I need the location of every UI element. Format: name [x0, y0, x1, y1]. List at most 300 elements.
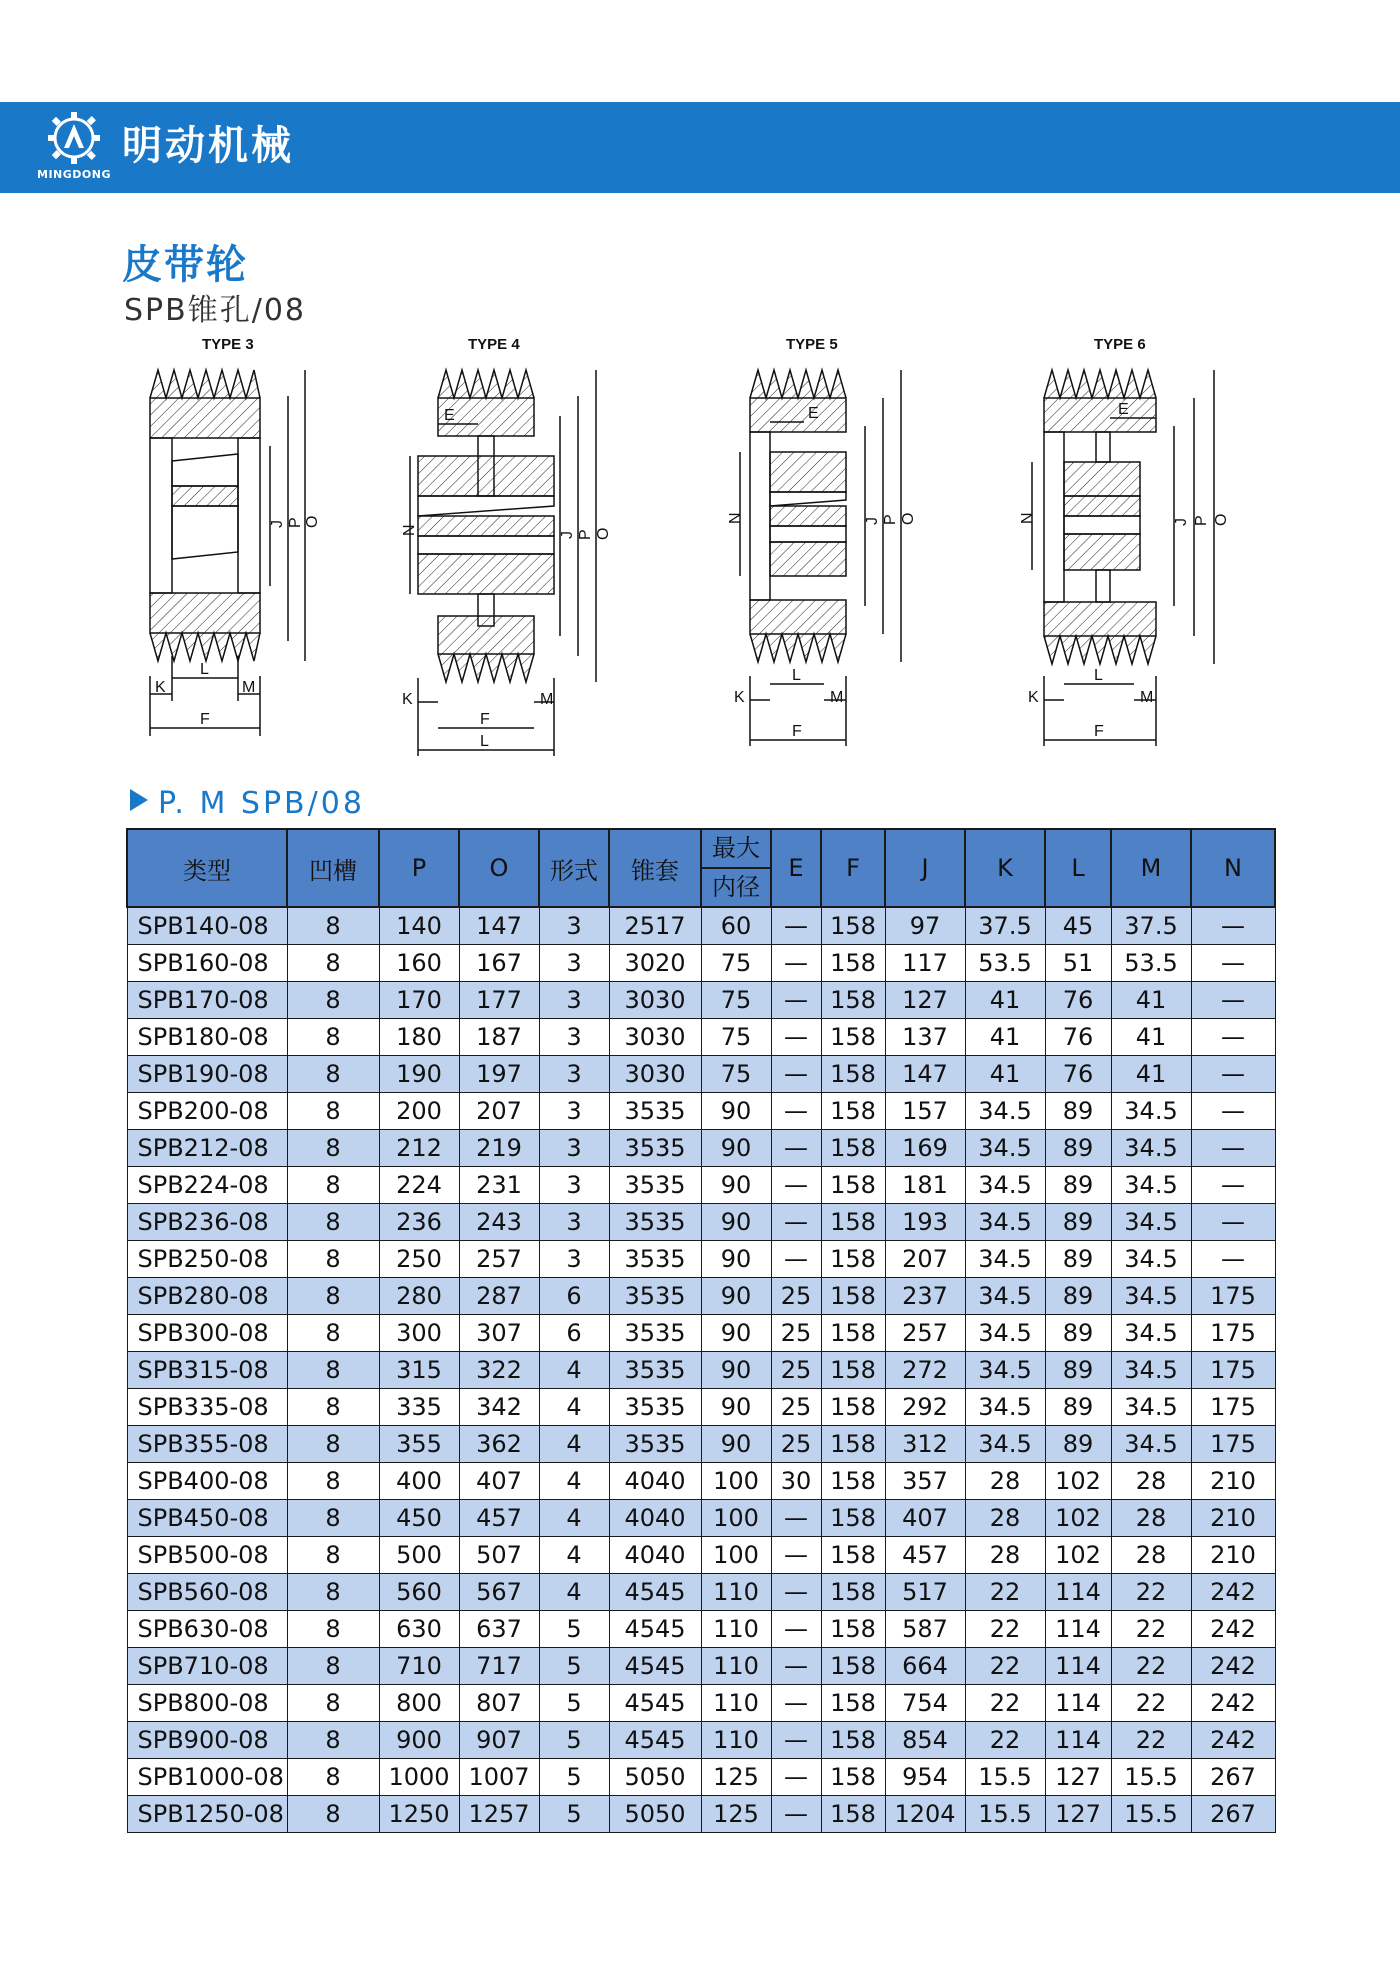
table-cell: 158: [821, 1611, 885, 1648]
table-cell: 89: [1045, 1167, 1111, 1204]
column-header: [701, 829, 771, 907]
table-row: [127, 1167, 1275, 1204]
table-cell: 34.5: [1111, 1241, 1191, 1278]
table-cell: 89: [1045, 1093, 1111, 1130]
dim-label: M: [242, 679, 256, 696]
table-cell: 292: [885, 1389, 965, 1426]
table-cell: SPB224-08: [127, 1167, 287, 1204]
table-cell: 2517: [609, 907, 701, 945]
table-cell: 5: [539, 1759, 609, 1796]
table-cell: 28: [965, 1500, 1045, 1537]
table-cell: 89: [1045, 1278, 1111, 1315]
table-cell: 90: [701, 1278, 771, 1315]
table-cell: 90: [701, 1352, 771, 1389]
table-cell: 8: [287, 1611, 379, 1648]
table-cell: 76: [1045, 1056, 1111, 1093]
table-cell: 158: [821, 945, 885, 982]
table-cell: 158: [821, 1426, 885, 1463]
table-cell: 207: [885, 1241, 965, 1278]
table-cell: —: [771, 1019, 821, 1056]
play-arrow-icon: [130, 789, 148, 811]
table-cell: 8: [287, 1315, 379, 1352]
table-cell: —: [1191, 1241, 1275, 1278]
table-cell: 8: [287, 1352, 379, 1389]
table-cell: 34.5: [1111, 1130, 1191, 1167]
table-cell: 41: [965, 1019, 1045, 1056]
dim-label: F: [792, 723, 802, 740]
table-cell: SPB236-08: [127, 1204, 287, 1241]
table-cell: —: [771, 1685, 821, 1722]
table-cell: 90: [701, 1315, 771, 1352]
table-cell: 5: [539, 1611, 609, 1648]
table-cell: 257: [885, 1315, 965, 1352]
table-cell: 41: [1111, 1056, 1191, 1093]
table-cell: 34.5: [1111, 1167, 1191, 1204]
table-cell: 30: [771, 1463, 821, 1500]
table-cell: 3535: [609, 1093, 701, 1130]
table-cell: —: [771, 1611, 821, 1648]
table-cell: 102: [1045, 1463, 1111, 1500]
dim-label: J: [559, 531, 576, 539]
table-cell: 267: [1191, 1759, 1275, 1796]
table-row: [127, 982, 1275, 1019]
dim-label: O: [595, 527, 612, 540]
table-row: [127, 1722, 1275, 1759]
table-cell: 147: [885, 1056, 965, 1093]
table-cell: 200: [379, 1093, 459, 1130]
column-header: N: [1191, 829, 1275, 907]
table-cell: 3535: [609, 1130, 701, 1167]
table-cell: 75: [701, 982, 771, 1019]
table-cell: 900: [379, 1722, 459, 1759]
table-header-row: [127, 829, 1275, 907]
dim-label: F: [1094, 723, 1104, 740]
type-label: TYPE 6: [1094, 336, 1146, 353]
table-row: [127, 1056, 1275, 1093]
table-cell: SPB160-08: [127, 945, 287, 982]
dim-label: O: [900, 512, 917, 525]
table-cell: 197: [459, 1056, 539, 1093]
table-cell: 22: [965, 1685, 1045, 1722]
table-cell: 8: [287, 1648, 379, 1685]
table-cell: 8: [287, 1056, 379, 1093]
table-cell: 34.5: [965, 1315, 1045, 1352]
table-cell: 190: [379, 1056, 459, 1093]
table-cell: 257: [459, 1241, 539, 1278]
table-cell: 125: [701, 1796, 771, 1833]
table-cell: 34.5: [1111, 1278, 1191, 1315]
type-label: TYPE 5: [786, 336, 838, 353]
table-cell: 158: [821, 1019, 885, 1056]
table-cell: 3: [539, 1019, 609, 1056]
table-cell: 1257: [459, 1796, 539, 1833]
dim-label: E: [1118, 401, 1129, 418]
table-cell: 517: [885, 1574, 965, 1611]
table-cell: 3030: [609, 1019, 701, 1056]
table-cell: 4040: [609, 1463, 701, 1500]
table-cell: —: [771, 1500, 821, 1537]
table-cell: 25: [771, 1315, 821, 1352]
dim-label: L: [1094, 667, 1103, 684]
table-cell: 3535: [609, 1426, 701, 1463]
table-row: [127, 945, 1275, 982]
table-cell: —: [1191, 1056, 1275, 1093]
table-cell: 1007: [459, 1759, 539, 1796]
table-cell: 307: [459, 1315, 539, 1352]
table-cell: 167: [459, 945, 539, 982]
table-cell: 8: [287, 1204, 379, 1241]
table-cell: 89: [1045, 1241, 1111, 1278]
table-cell: 3: [539, 907, 609, 945]
table-cell: 280: [379, 1278, 459, 1315]
section-heading: [130, 784, 365, 824]
table-cell: 34.5: [1111, 1389, 1191, 1426]
table-row: [127, 1574, 1275, 1611]
table-cell: 4545: [609, 1611, 701, 1648]
table-cell: 4545: [609, 1574, 701, 1611]
table-cell: 25: [771, 1389, 821, 1426]
table-row: [127, 1537, 1275, 1574]
dim-label: P: [577, 529, 594, 540]
table-row: [127, 1352, 1275, 1389]
table-cell: SPB170-08: [127, 982, 287, 1019]
table-cell: 3030: [609, 1056, 701, 1093]
table-cell: 357: [885, 1463, 965, 1500]
table-cell: 75: [701, 1019, 771, 1056]
table-cell: 3: [539, 1241, 609, 1278]
dim-label: K: [402, 691, 413, 708]
table-cell: 37.5: [1111, 907, 1191, 945]
column-header: 类型: [127, 829, 287, 907]
pulley-drawings: [130, 336, 1280, 776]
table-cell: 102: [1045, 1500, 1111, 1537]
table-cell: 110: [701, 1722, 771, 1759]
type-3-section-svg: [130, 356, 390, 776]
table-cell: 3: [539, 945, 609, 982]
table-cell: 89: [1045, 1389, 1111, 1426]
table-cell: 335: [379, 1389, 459, 1426]
column-header-part: 最大: [712, 834, 760, 862]
table-cell: —: [771, 1796, 821, 1833]
table-cell: 210: [1191, 1500, 1275, 1537]
table-cell: 8: [287, 982, 379, 1019]
table-cell: —: [771, 1537, 821, 1574]
table-cell: 15.5: [1111, 1759, 1191, 1796]
table-row: [127, 1463, 1275, 1500]
table-cell: 300: [379, 1315, 459, 1352]
table-cell: 250: [379, 1241, 459, 1278]
table-cell: 8: [287, 1389, 379, 1426]
table-cell: 110: [701, 1648, 771, 1685]
table-cell: 8: [287, 1796, 379, 1833]
table-cell: 75: [701, 1056, 771, 1093]
table-cell: 169: [885, 1130, 965, 1167]
table-cell: 4545: [609, 1722, 701, 1759]
table-cell: 407: [459, 1463, 539, 1500]
table-cell: 22: [1111, 1722, 1191, 1759]
table-cell: 400: [379, 1463, 459, 1500]
table-cell: 4: [539, 1574, 609, 1611]
table-cell: 207: [459, 1093, 539, 1130]
table-cell: 60: [701, 907, 771, 945]
table-cell: 567: [459, 1574, 539, 1611]
table-cell: 312: [885, 1426, 965, 1463]
table-cell: 158: [821, 1759, 885, 1796]
table-cell: 210: [1191, 1463, 1275, 1500]
table-cell: 28: [1111, 1537, 1191, 1574]
table-cell: 34.5: [965, 1241, 1045, 1278]
drawing-type-6: [1010, 336, 1280, 776]
table-cell: 175: [1191, 1426, 1275, 1463]
dim-label: F: [480, 711, 490, 728]
table-cell: 193: [885, 1204, 965, 1241]
table-cell: 175: [1191, 1352, 1275, 1389]
table-cell: 158: [821, 1722, 885, 1759]
page-subtitle: SPB锥孔/08: [124, 293, 306, 328]
table-cell: 5050: [609, 1759, 701, 1796]
type-label: TYPE 4: [468, 336, 520, 353]
table-cell: 8: [287, 1241, 379, 1278]
dim-label: M: [1140, 689, 1154, 706]
table-cell: 637: [459, 1611, 539, 1648]
table-cell: 4: [539, 1352, 609, 1389]
table-cell: —: [771, 1093, 821, 1130]
table-cell: 3535: [609, 1389, 701, 1426]
table-cell: 140: [379, 907, 459, 945]
table-cell: 25: [771, 1426, 821, 1463]
table-body: [127, 907, 1275, 1833]
table-cell: 34.5: [965, 1204, 1045, 1241]
table-cell: 28: [965, 1463, 1045, 1500]
table-cell: 137: [885, 1019, 965, 1056]
table-cell: 28: [965, 1537, 1045, 1574]
table-cell: 158: [821, 1130, 885, 1167]
table-cell: 114: [1045, 1648, 1111, 1685]
column-header: L: [1045, 829, 1111, 907]
table-cell: 8: [287, 1278, 379, 1315]
dim-label: N: [401, 524, 418, 536]
table-cell: 147: [459, 907, 539, 945]
table-cell: —: [771, 1648, 821, 1685]
table-cell: SPB800-08: [127, 1685, 287, 1722]
table-cell: 76: [1045, 1019, 1111, 1056]
section-title: P. M SPB/08: [158, 786, 365, 821]
table-cell: 22: [1111, 1574, 1191, 1611]
dim-label: F: [200, 711, 210, 728]
table-cell: 450: [379, 1500, 459, 1537]
table-cell: 34.5: [965, 1130, 1045, 1167]
table-cell: 22: [1111, 1685, 1191, 1722]
table-cell: 157: [885, 1093, 965, 1130]
column-header-part: 内径: [702, 867, 770, 906]
table-cell: 187: [459, 1019, 539, 1056]
table-cell: 8: [287, 1167, 379, 1204]
table-cell: 37.5: [965, 907, 1045, 945]
table-cell: 242: [1191, 1722, 1275, 1759]
type-label: TYPE 3: [202, 336, 254, 353]
table-cell: 907: [459, 1722, 539, 1759]
table-cell: 158: [821, 1574, 885, 1611]
table-cell: 158: [821, 1463, 885, 1500]
column-header: J: [885, 829, 965, 907]
table-row: [127, 1500, 1275, 1537]
table-row: [127, 1685, 1275, 1722]
gear-triangle-logo-icon: [36, 110, 112, 168]
drawing-type-3: [130, 336, 390, 776]
table-cell: 89: [1045, 1130, 1111, 1167]
table-cell: 8: [287, 1093, 379, 1130]
table-cell: 8: [287, 1500, 379, 1537]
column-header: 锥套: [609, 829, 701, 907]
table-cell: 22: [1111, 1611, 1191, 1648]
table-cell: 160: [379, 945, 459, 982]
table-cell: 76: [1045, 982, 1111, 1019]
header-band: [0, 102, 1400, 193]
table-cell: SPB560-08: [127, 1574, 287, 1611]
table-cell: 22: [965, 1648, 1045, 1685]
table-row: [127, 1389, 1275, 1426]
table-cell: 212: [379, 1130, 459, 1167]
table-cell: 158: [821, 1056, 885, 1093]
table-row: [127, 1204, 1275, 1241]
table-cell: 8: [287, 1537, 379, 1574]
table-cell: 272: [885, 1352, 965, 1389]
table-cell: —: [1191, 1130, 1275, 1167]
table-row: [127, 907, 1275, 945]
table-cell: 5: [539, 1722, 609, 1759]
table-cell: 100: [701, 1537, 771, 1574]
table-cell: 3: [539, 1056, 609, 1093]
table-cell: 158: [821, 1241, 885, 1278]
table-cell: 5: [539, 1648, 609, 1685]
table-cell: 4: [539, 1463, 609, 1500]
table-cell: SPB335-08: [127, 1389, 287, 1426]
table-cell: 507: [459, 1537, 539, 1574]
table-cell: SPB1000-08: [127, 1759, 287, 1796]
table-cell: 34.5: [965, 1426, 1045, 1463]
table-cell: 158: [821, 1167, 885, 1204]
table-cell: 158: [821, 982, 885, 1019]
table-cell: —: [1191, 1019, 1275, 1056]
table-cell: 22: [965, 1722, 1045, 1759]
table-row: [127, 1019, 1275, 1056]
dim-label: K: [1028, 689, 1039, 706]
table-cell: 89: [1045, 1315, 1111, 1352]
dim-label: J: [1173, 518, 1190, 526]
table-cell: 51: [1045, 945, 1111, 982]
spec-table: [126, 828, 1276, 1833]
page-title: 皮带轮: [122, 242, 248, 288]
column-header: E: [771, 829, 821, 907]
table-cell: 407: [885, 1500, 965, 1537]
table-cell: 127: [885, 982, 965, 1019]
table-cell: —: [771, 1204, 821, 1241]
table-cell: 34.5: [965, 1389, 1045, 1426]
table-cell: 1250: [379, 1796, 459, 1833]
table-cell: 362: [459, 1426, 539, 1463]
column-header: O: [459, 829, 539, 907]
table-cell: 3: [539, 1093, 609, 1130]
table-cell: 500: [379, 1537, 459, 1574]
table-cell: 34.5: [1111, 1204, 1191, 1241]
table-row: [127, 1093, 1275, 1130]
table-row: [127, 1611, 1275, 1648]
dim-label: P: [882, 514, 899, 525]
table-cell: SPB500-08: [127, 1537, 287, 1574]
table-cell: 457: [885, 1537, 965, 1574]
table-cell: 22: [1111, 1648, 1191, 1685]
table-cell: 89: [1045, 1204, 1111, 1241]
table-cell: 22: [965, 1574, 1045, 1611]
table-cell: —: [1191, 945, 1275, 982]
table-cell: SPB250-08: [127, 1241, 287, 1278]
table-cell: 158: [821, 907, 885, 945]
table-cell: 8: [287, 1759, 379, 1796]
table-cell: 158: [821, 1796, 885, 1833]
table-cell: 117: [885, 945, 965, 982]
table-cell: 127: [1045, 1796, 1111, 1833]
table-row: [127, 1426, 1275, 1463]
table-cell: —: [771, 1722, 821, 1759]
table-cell: 28: [1111, 1463, 1191, 1500]
table-cell: 100: [701, 1463, 771, 1500]
table-cell: 219: [459, 1130, 539, 1167]
table-cell: 231: [459, 1167, 539, 1204]
table-cell: 158: [821, 1352, 885, 1389]
table-cell: 457: [459, 1500, 539, 1537]
dim-label: L: [200, 661, 209, 678]
table-cell: 158: [821, 1278, 885, 1315]
logo-caption: MINGDONG: [37, 168, 111, 181]
table-cell: 954: [885, 1759, 965, 1796]
table-cell: 224: [379, 1167, 459, 1204]
table-cell: 6: [539, 1278, 609, 1315]
table-cell: 90: [701, 1426, 771, 1463]
table-cell: 158: [821, 1500, 885, 1537]
table-cell: 3: [539, 1130, 609, 1167]
table-cell: 158: [821, 1093, 885, 1130]
dim-label: O: [1213, 513, 1230, 526]
table-cell: 8: [287, 1463, 379, 1500]
table-cell: 53.5: [1111, 945, 1191, 982]
table-cell: 717: [459, 1648, 539, 1685]
table-cell: 322: [459, 1352, 539, 1389]
table-cell: 90: [701, 1167, 771, 1204]
dim-label: L: [792, 667, 801, 684]
table-cell: 5050: [609, 1796, 701, 1833]
table-cell: 242: [1191, 1611, 1275, 1648]
table-cell: 8: [287, 1722, 379, 1759]
table-cell: 3: [539, 1204, 609, 1241]
table-row: [127, 1130, 1275, 1167]
table-cell: 53.5: [965, 945, 1045, 982]
table-cell: 8: [287, 1019, 379, 1056]
table-cell: 90: [701, 1241, 771, 1278]
table-cell: 4: [539, 1500, 609, 1537]
table-cell: 236: [379, 1204, 459, 1241]
table-cell: 210: [1191, 1537, 1275, 1574]
table-cell: 34.5: [1111, 1315, 1191, 1352]
table-cell: —: [1191, 1204, 1275, 1241]
table-cell: 34.5: [1111, 1352, 1191, 1389]
table-cell: 1000: [379, 1759, 459, 1796]
table-cell: 158: [821, 1389, 885, 1426]
table-cell: 158: [821, 1315, 885, 1352]
table-cell: 3020: [609, 945, 701, 982]
column-header: M: [1111, 829, 1191, 907]
table-cell: 3535: [609, 1167, 701, 1204]
table-cell: 3535: [609, 1278, 701, 1315]
